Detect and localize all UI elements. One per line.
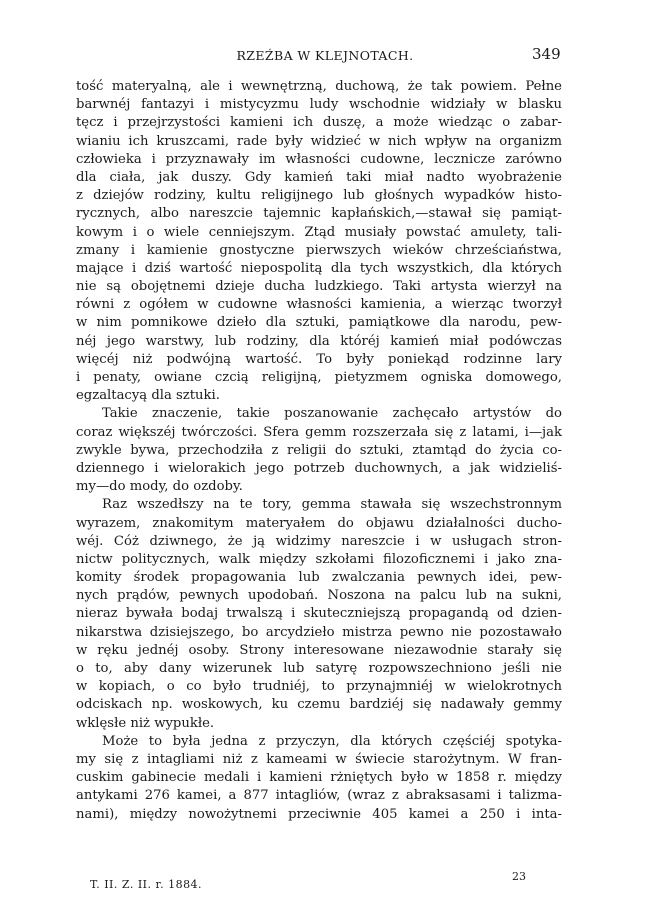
running-title: RZEŹBA W KLEJNOTACH. bbox=[236, 48, 414, 63]
paragraph-start: Raz wszedłszy na te tory, gemma stawała się wszechstronnym bbox=[102, 497, 562, 513]
text-line: barwnéj fantazyi i mistycyzmu ludy wschodnie widziały w blasku bbox=[76, 97, 562, 113]
text-line: wéj. Cóż dziwnego, że ją widzimy nareszcie i w usługach stron- bbox=[76, 533, 562, 549]
text-line: my—do mody, do ozdoby. bbox=[76, 479, 243, 495]
text-line: komity środek propagowania lub zwalczania pewnych idei, pew- bbox=[76, 570, 562, 586]
text-line: zmany i kamienie gnostyczne pierwszych wieków chrześciaństwa, bbox=[76, 242, 562, 258]
text-line: zwykle bywa, przechodziła z religii do sztuki, ztamtąd do życia co- bbox=[76, 442, 562, 458]
text-line: więcéj niż podwójną wartość. To były poniekąd rodzinne lary bbox=[76, 351, 562, 367]
printer-signature: T. II. Z. II. r. 1884. bbox=[90, 878, 203, 891]
text-line: w nim pomnikowe dzieło dla sztuki, pamiątkowe dla narodu, pew- bbox=[76, 315, 562, 331]
text-line: wianiu ich kruszcami, rade były widzieć w nich wpływ na organizm bbox=[76, 133, 562, 149]
text-line: egzaltacyą dla sztuki. bbox=[76, 388, 220, 404]
text-line: nych prądów, pewnych upodobań. Noszona na palcu lub na sukni, bbox=[76, 588, 562, 604]
text-line: nami), między nowożytnemi przeciwnie 405 kamei a 250 i inta- bbox=[76, 806, 562, 822]
page-number: 349 bbox=[532, 45, 561, 63]
text-line: dziennego i wielorakich jego potrzeb duchownych, a jak widzieliś- bbox=[76, 460, 562, 476]
text-line: cuskim gabinecie medali i kamieni rżniętych było w 1858 r. między bbox=[76, 770, 562, 786]
text-line: tęcz i przejrzystości kamieni ich duszę, a może wiedząc o zabar- bbox=[76, 115, 562, 131]
text-line: néj jego warstwy, lub rodziny, dla któréj kamień miał podówczas bbox=[76, 333, 562, 349]
paragraph-start: Takie znaczenie, takie poszanowanie zachęcało artystów do bbox=[102, 406, 562, 422]
text-line: człowieka i przyznawały im własności cudowne, lecznicze zarówno bbox=[76, 151, 562, 167]
text-line: w kopiach, o co było trudniéj, to przynajmniéj w wielokrotnych bbox=[76, 679, 562, 695]
text-line: odciskach np. woskowych, ku czemu bardziéj się nadawały gemmy bbox=[76, 697, 562, 713]
text-line: o to, aby dany wizerunek lub satyrę rozpowszechniono jeśli nie bbox=[76, 661, 562, 676]
text-line: nikarstwa dzisiejszego, bo arcydzieło mistrza pewno nie pozostawało bbox=[76, 624, 562, 640]
body-text bbox=[76, 78, 562, 824]
text-line: nieraz bywała bodaj trwalszą i skuteczniejszą propagandą od dzien- bbox=[76, 606, 562, 622]
text-line: nictw politycznych, walk między szkołami filozoficznemi i jako zna- bbox=[76, 551, 562, 567]
text-line: wyrazem, znakomitym materyałem do objawu działalności ducho- bbox=[76, 515, 562, 531]
text-line: nie są obojętnemi dzieje ducha ludzkiego. Taki artysta wierzył na bbox=[76, 279, 562, 295]
text-line: antykami 276 kamei, a 877 intagliów, (wraz z abraksasami i talizma- bbox=[76, 788, 562, 804]
text-line: mające i dziś wartość niepospolitą dla tych wszystkich, dla których bbox=[76, 260, 562, 276]
text-line: i penaty, owiane czcią religijną, pietyzmem ogniska domowego, bbox=[76, 370, 562, 385]
text-line: kowym i o wiele cenniejszym. Ztąd musiały powstać amulety, tali- bbox=[76, 224, 562, 240]
text-line: dla ciała, jak duszy. Gdy kamień taki miał nadto wyobrażenie bbox=[76, 169, 562, 185]
text-line: coraz większéj twórczości. Sfera gemm rozszerzała się z latami, i—jak bbox=[76, 424, 562, 440]
paragraph-start: Może to była jedna z przyczyn, dla których częściéj spotyka- bbox=[102, 733, 562, 749]
text-line: my się z intagliami niż z kameami w świecie starożytnym. W fran- bbox=[76, 751, 562, 767]
text-line: rycznych, albo nareszcie tajemnic kapłańskich,—stawał się pamiąt- bbox=[76, 206, 562, 222]
text-line: w ręku jednéj osoby. Strony interesowane niezawodnie starały się bbox=[76, 642, 562, 658]
text-line: wklęsłe niż wypukłe. bbox=[76, 715, 215, 731]
text-line: z dziejów rodziny, kultu religijnego lub głośnych wypadków histo- bbox=[76, 188, 562, 204]
sheet-number: 23 bbox=[512, 870, 526, 883]
text-line: tość materyalną, ale i wewnętrzną, duchową, że tak powiem. Pełne bbox=[76, 79, 562, 94]
text-line: równi z ogółem w cudowne własności kamienia, a wierząc tworzył bbox=[76, 297, 562, 313]
